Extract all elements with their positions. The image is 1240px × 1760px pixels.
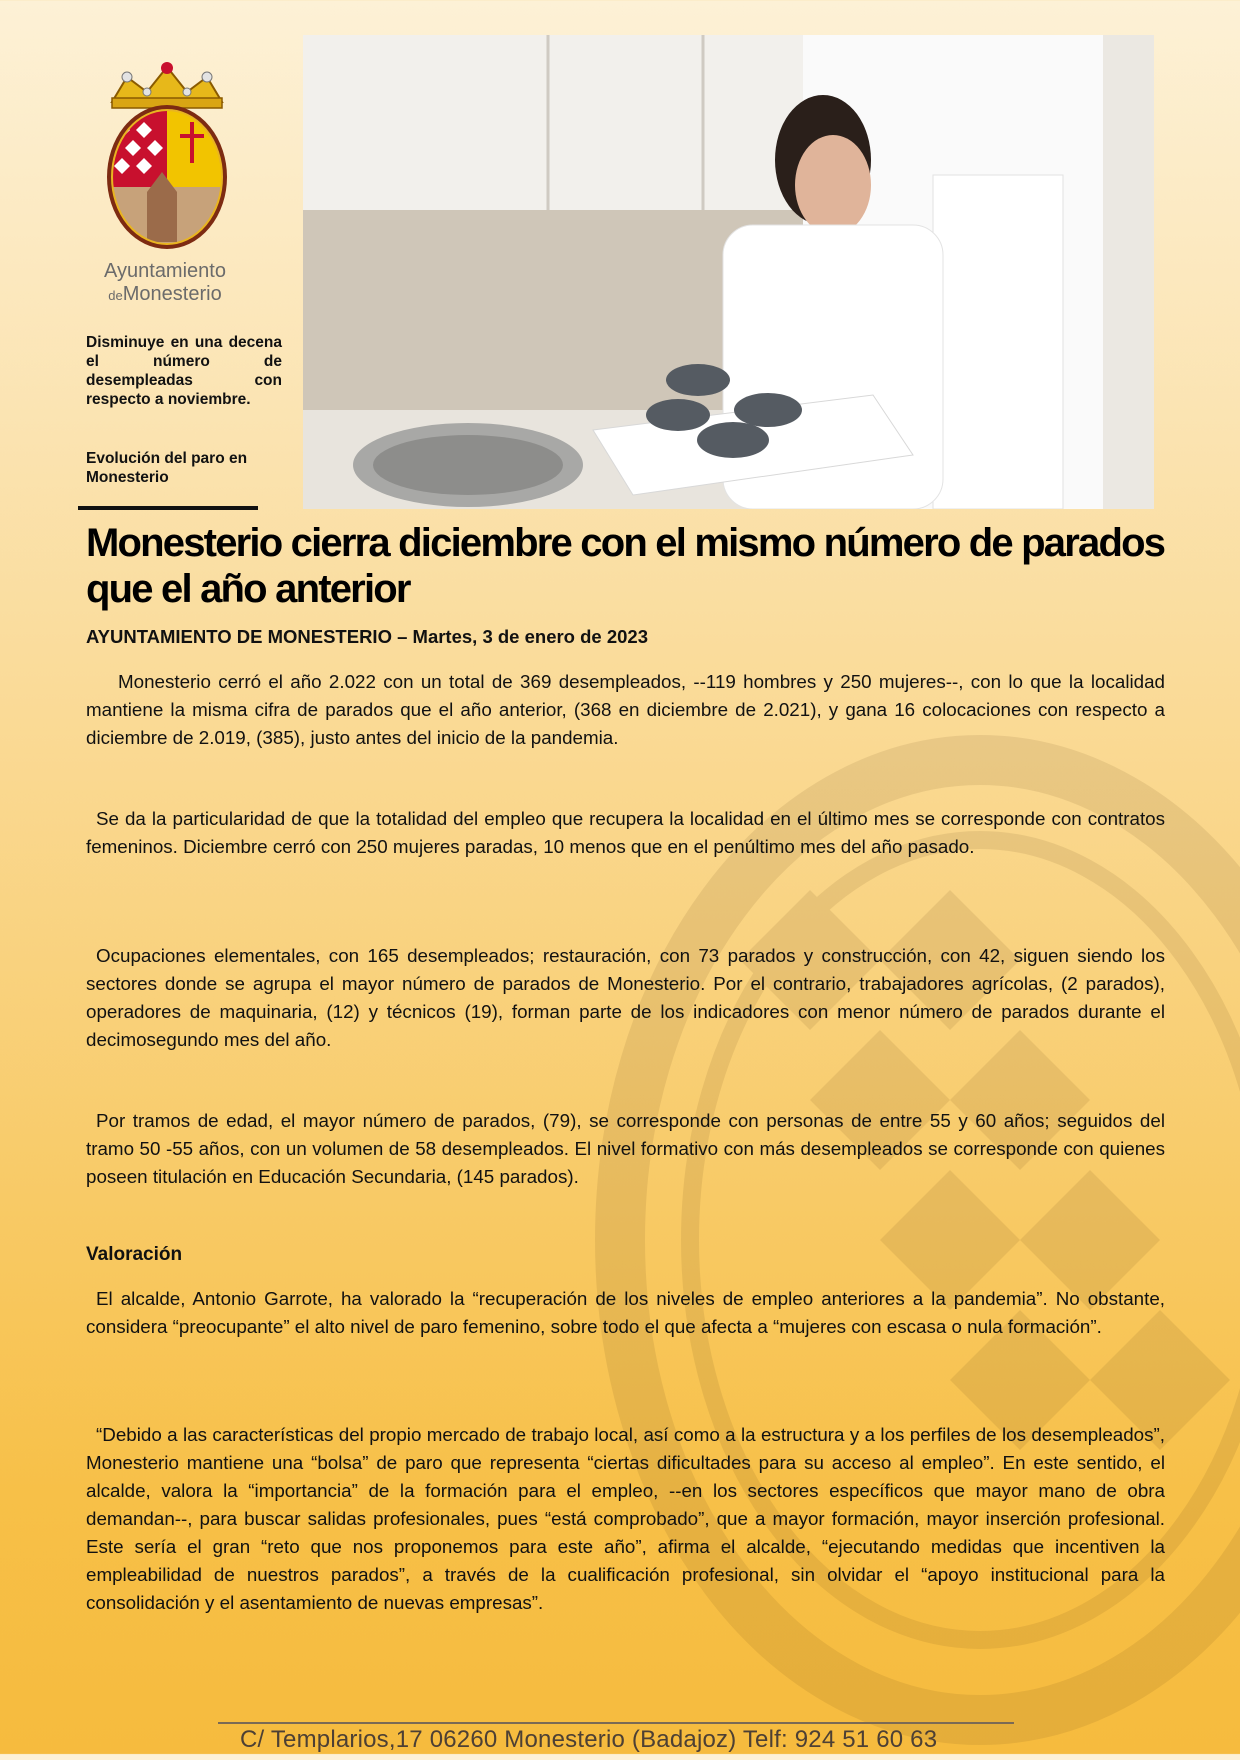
article-subheading: Valoración: [86, 1244, 183, 1265]
article-byline: AYUNTAMIENTO DE MONESTERIO – Martes, 3 de enero de 2023: [86, 626, 649, 647]
logo-name: [70, 260, 260, 307]
sidebar-note-decline: Disminuye en una decena el número de desempleadas con respecto a noviembre.: [86, 334, 282, 408]
logo-name-line1: Ayuntamiento: [104, 260, 226, 282]
logo-name-line2: Monesterio: [122, 283, 222, 305]
article-paragraph: El alcalde, Antonio Garrote, ha valorado la “recuperación de los niveles de empleo anteriores a la pandemia”. No obstante, considera “preocupante” el alto nivel de paro femenino, sobre todo el que afecta a “mujeres con escasa o nula formación”.: [86, 1288, 1165, 1337]
article-paragraph: Monesterio cerró el año 2.022 con un total de 369 desempleados, --119 hombres y 250 mujeres--, con lo que la localidad mantiene la misma cifra de parados que el año anterior, (368 en diciembre de 2.021), y gana 16 colocaciones con respecto a diciembre de 2.019, (385), justo antes del inicio de la pandemia.: [86, 671, 1165, 748]
article-paragraph: “Debido a las características del propio mercado de trabajo local, así como a la estructura y a los perfiles de los desempleados”, Monesterio mantiene una “bolsa” de paro que representa “ciertas dificultades para su acceso al empleo”. En este sentido, el alcalde, valora la “importancia” de la formación para el empleo, --en los sectores específicos que mayor mano de obra demandan--, para buscar salidas profesionales, pues “está comprobado”, que a mayor formación, mayor inserción profesional. Este sería el gran “reto que nos proponemos para este año”, afirma el alcalde, “ejecutando medidas que incentiven la empleabilidad de nuestros parados”, a través de la cualificación profesional, sin olvidar el “apoyo institucional para la consolidación y el asentamiento de nuevas empresas”.: [86, 1424, 1165, 1613]
footer-divider: [218, 1722, 1014, 1724]
footer-address: C/ Templarios,17 06260 Monesterio (Badajoz) Telf: 924 51 60 63: [240, 1726, 938, 1753]
article-paragraph: Por tramos de edad, el mayor número de parados, (79), se corresponde con personas de entre 55 y 60 años; seguidos del tramo 50 -55 años, con un volumen de 58 desempleados. El nivel formativo con más desempleados se corresponde con quienes poseen titulación en Educación Secundaria, (145 parados).: [86, 1110, 1165, 1187]
article-paragraph: Se da la particularidad de que la totalidad del empleo que recupera la localidad en el último mes se corresponde con contratos femeninos. Diciembre cerró con 250 mujeres paradas, 10 menos que en el penúltimo mes del año pasado.: [86, 808, 1165, 857]
logo-name-prefix: de: [108, 288, 123, 303]
article-photo: [303, 35, 1154, 509]
article-headline: Monesterio cierra diciembre con el mismo número de parados que el año anterior: [86, 521, 1165, 611]
sidebar-note-evolution: Evolución del paro en Monesterio: [86, 450, 248, 486]
article-paragraph: Ocupaciones elementales, con 165 desempleados; restauración, con 73 parados y construcción, con 42, siguen siendo los sectores donde se agrupa el mayor número de parados de Monesterio. Por el contrario, trabajadores agrícolas, (2 parados), operadores de maquinaria, (12) y técnicos (19), forman parte de los indicadores con menor número de parados durante el decimosegundo mes del año.: [86, 945, 1165, 1050]
crown-icon: [112, 62, 222, 108]
sidebar-divider: [78, 506, 258, 510]
coat-of-arms-logo: [92, 62, 242, 252]
